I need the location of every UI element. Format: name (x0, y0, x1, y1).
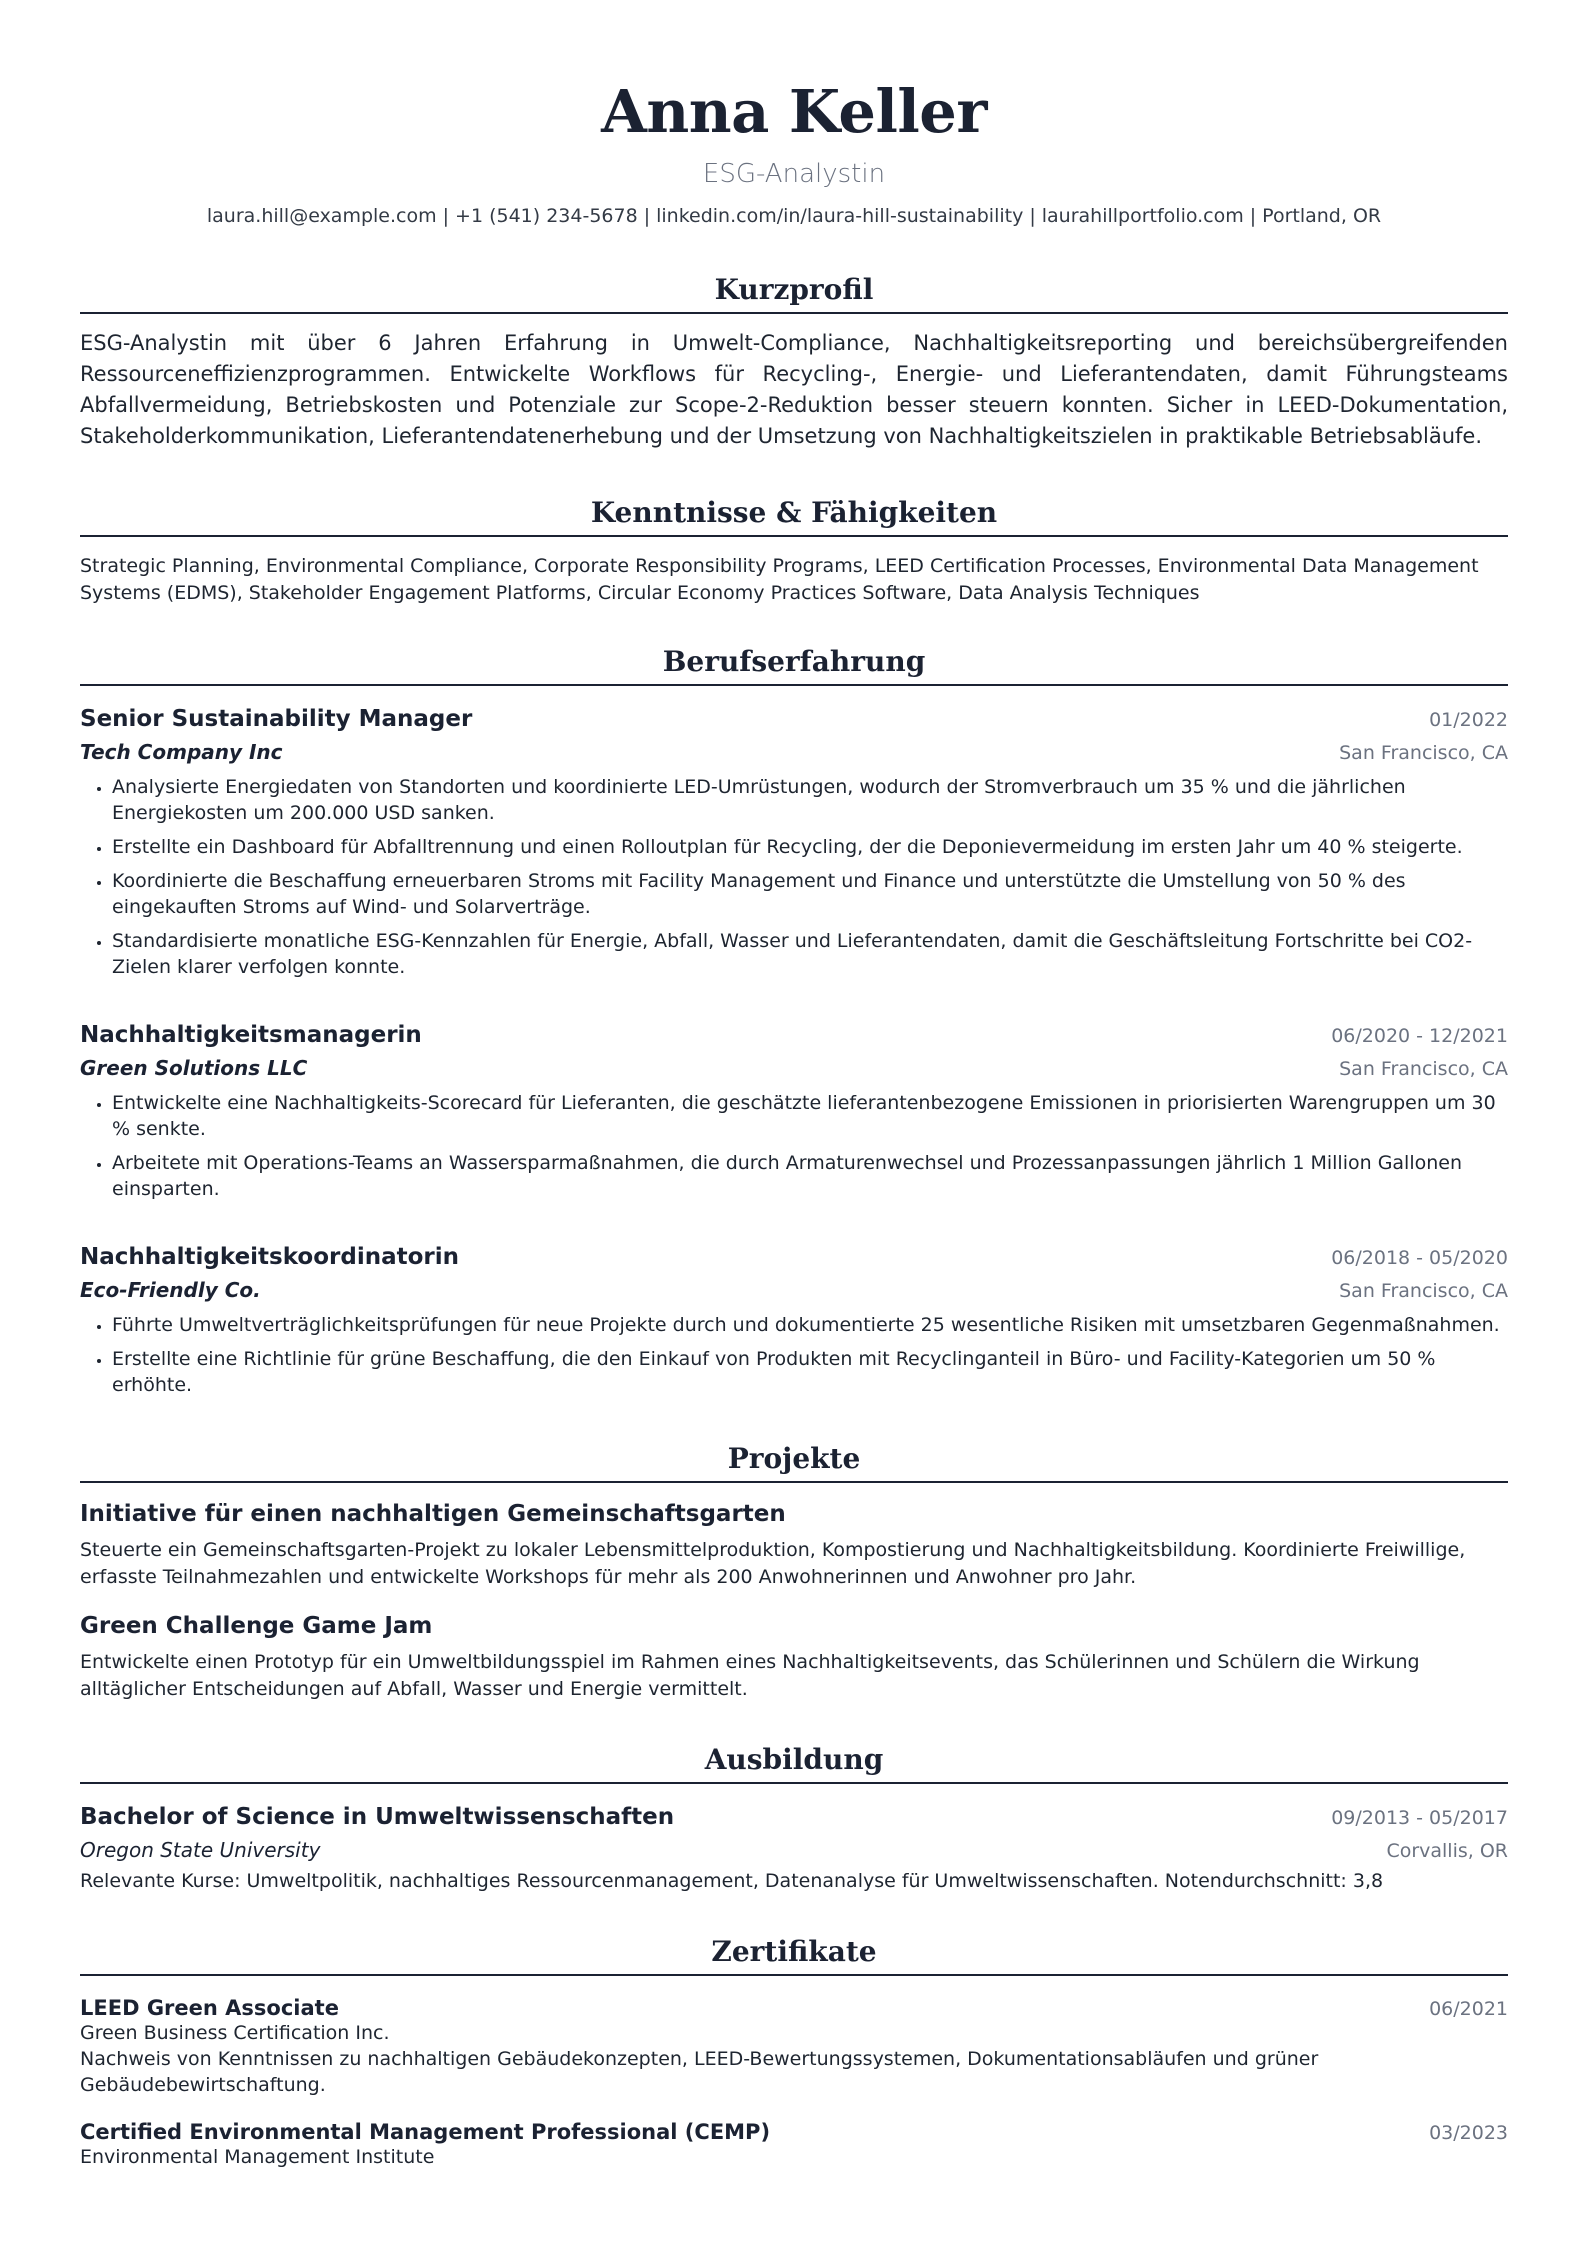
skills-section (80, 496, 1508, 607)
certificate-title: Certified Environmental Management Professional (CEMP) (80, 2119, 771, 2144)
certificate-entry (80, 2120, 1508, 2170)
contact-separator: | (1249, 204, 1257, 227)
summary-text: ESG-Analystin mit über 6 Jahren Erfahrung in Umwelt-Compliance, Nachhaltigkeitsreporting und bereichsübergreifenden Ressourceneffizienzprogrammen. Entwickelte Workflows für Recycling-, Energie- und Lieferantendaten, damit Führungsteams Abfallvermeidung, Betriebskosten und Potenziale zur Scope-2-Reduktion besser steuern konnten. Sicher in LEED-Dokumentation, Stakeholderkommunikation, Lieferantendatenerhebung und der Umsetzung von Nachhaltigkeitszielen in praktikable Betriebsabläufe. (80, 330, 1508, 448)
job-company: Eco-Friendly Co. (80, 1277, 261, 1302)
certificate-issuer: Green Business Certification Inc. (80, 2021, 390, 2044)
education-note: Relevante Kurse: Umweltpolitik, nachhaltiges Ressourcenmanagement, Datenanalyse für Umweltwissenschaften. Notendurchschnitt: 3,8 (80, 1869, 1384, 1892)
job-bullet: • Analysierte Energiedaten von Standorten und koordinierte LED-Umrüstungen, wodurch der Stromverbrauch um 35 % und die jährlichen Energiekosten um 200.000 USD sanken. (112, 774, 1508, 826)
section-title-projects: Projekte (80, 1442, 1508, 1483)
contact-phone[interactable]: +1 (541) 234-5678 (455, 204, 638, 227)
job-bullet: • Koordinierte die Beschaffung erneuerbaren Stroms mit Facility Management und Finance und unterstützte die Umstellung von 50 % des eingekauften Stroms auf Wind- und Solarverträge. (112, 868, 1508, 920)
section-title-education: Ausbildung (80, 1743, 1508, 1784)
degree-title: Bachelor of Science in Umweltwissenschaften (80, 1803, 675, 1830)
job-location: San Francisco, CA (1339, 741, 1508, 764)
job-bullets (80, 774, 1508, 980)
school-location: Corvallis, OR (1386, 1839, 1508, 1862)
project-description: Steuerte ein Gemeinschaftsgarten-Projekt zu lokaler Lebensmittelproduktion, Kompostierung und Nachhaltigkeitsbildung. Koordinierte Freiwillige, erfasste Teilnahmezahlen und entwickelte Workshops für mehr als 200 Anwohnerinnen und Anwohner pro Jahr. (80, 1538, 1466, 1588)
certificates-section (80, 1935, 1508, 2170)
job-location: San Francisco, CA (1339, 1057, 1508, 1080)
job-title: Nachhaltigkeitsmanagerin (80, 1021, 422, 1048)
candidate-name: Anna Keller (601, 77, 987, 146)
job-date: 01/2022 (1429, 708, 1508, 731)
contact-separator: | (442, 204, 450, 227)
contact-separator: | (1029, 204, 1036, 227)
job-location: San Francisco, CA (1339, 1279, 1508, 1302)
section-title-certificates: Zertifikate (80, 1935, 1508, 1976)
job-bullet: • Arbeitete mit Operations-Teams an Wassersparmaßnahmen, die durch Armaturenwechsel und Prozessanpassungen jährlich 1 Million Gallonen einsparten. (112, 1150, 1508, 1202)
contact-email[interactable]: laura.hill@example.com (206, 204, 437, 227)
candidate-role: ESG-Analystin (702, 158, 886, 189)
job-bullet: • Führte Umweltverträglichkeitsprüfungen für neue Projekte durch und dokumentierte 25 wesentliche Risiken mit umsetzbaren Gegenmaßnahmen. (112, 1312, 1508, 1338)
certificate-issuer: Environmental Management Institute (80, 2145, 435, 2168)
job-title: Nachhaltigkeitskoordinatorin (80, 1243, 460, 1270)
school-name: Oregon State University (80, 1837, 321, 1862)
job-entry (80, 1022, 1508, 1202)
projects-section (80, 1442, 1508, 1703)
project-title: Green Challenge Game Jam (80, 1612, 433, 1639)
certificate-date: 06/2021 (1429, 1997, 1508, 2020)
education-entry (80, 1804, 1508, 1895)
certificate-entry (80, 1996, 1508, 2098)
contact-separator: | (643, 204, 651, 227)
certificate-date: 03/2023 (1429, 2121, 1508, 2144)
job-bullet: • Erstellte ein Dashboard für Abfalltrennung und einen Rolloutplan für Recycling, der die Deponievermeidung im ersten Jahr um 40 % steigerte. (112, 834, 1508, 860)
job-entry (80, 1244, 1508, 1398)
project-title: Initiative für einen nachhaltigen Gemeinschaftsgarten (80, 1500, 786, 1527)
section-title-summary: Kurzprofil (80, 273, 1508, 314)
project-description: Entwickelte einen Prototyp für ein Umweltbildungsspiel im Rahmen eines Nachhaltigkeitsevents, das Schülerinnen und Schülern die Wirkung alltäglicher Entscheidungen auf Abfall, Wasser und Energie vermittelt. (80, 1650, 1420, 1700)
skills-text: Strategic Planning, Environmental Compliance, Corporate Responsibility Programs, LEED Certification Processes, Environmental Data Management Systems (EDMS), Stakeholder Engagement Platforms, Circular Economy Practices Software, Data Analysis Techniques (80, 554, 1479, 604)
job-bullets (80, 1312, 1508, 1398)
section-title-skills: Kenntnisse & Fähigkeiten (80, 496, 1508, 537)
section-title-experience: Berufserfahrung (80, 645, 1508, 686)
job-bullet: • Entwickelte eine Nachhaltigkeits-Scorecard für Lieferanten, die geschätzte lieferantenbezogene Emissionen in priorisierten Warengruppen um 30 % senkte. (112, 1090, 1508, 1142)
job-company: Tech Company Inc (80, 739, 283, 764)
job-bullets (80, 1090, 1508, 1202)
job-bullet: • Standardisierte monatliche ESG-Kennzahlen für Energie, Abfall, Wasser und Lieferantendaten, damit die Geschäftsleitung Fortschritte bei CO2-Zielen klarer verfolgen konnte. (112, 928, 1508, 980)
job-title: Senior Sustainability Manager (80, 705, 473, 732)
job-date: 06/2020 - 12/2021 (1331, 1024, 1508, 1047)
contact-portfolio[interactable]: laurahillportfolio.com (1041, 204, 1244, 227)
certificate-description: Nachweis von Kenntnissen zu nachhaltigen Gebäudekonzepten, LEED-Bewertungssystemen, Dokumentationsabläufen und grüner Gebäudebewirtschaftung. (80, 2047, 1319, 2096)
contact-line (80, 205, 1508, 227)
job-bullet: • Erstellte eine Richtlinie für grüne Beschaffung, die den Einkauf von Produkten mit Recyclinganteil in Büro- und Facility-Kategorien um 50 % erhöhte. (112, 1346, 1508, 1398)
experience-section (80, 645, 1508, 1398)
contact-linkedin[interactable]: linkedin.com/in/laura-hill-sustainability (656, 204, 1024, 227)
contact-location: Portland, OR (1262, 204, 1382, 227)
job-date: 06/2018 - 05/2020 (1331, 1246, 1508, 1269)
certificate-title: LEED Green Associate (80, 1995, 339, 2020)
job-company: Green Solutions LLC (80, 1055, 308, 1080)
education-section (80, 1743, 1508, 1895)
education-date: 09/2013 - 05/2017 (1331, 1806, 1508, 1829)
summary-section (80, 273, 1508, 452)
job-entry (80, 706, 1508, 980)
